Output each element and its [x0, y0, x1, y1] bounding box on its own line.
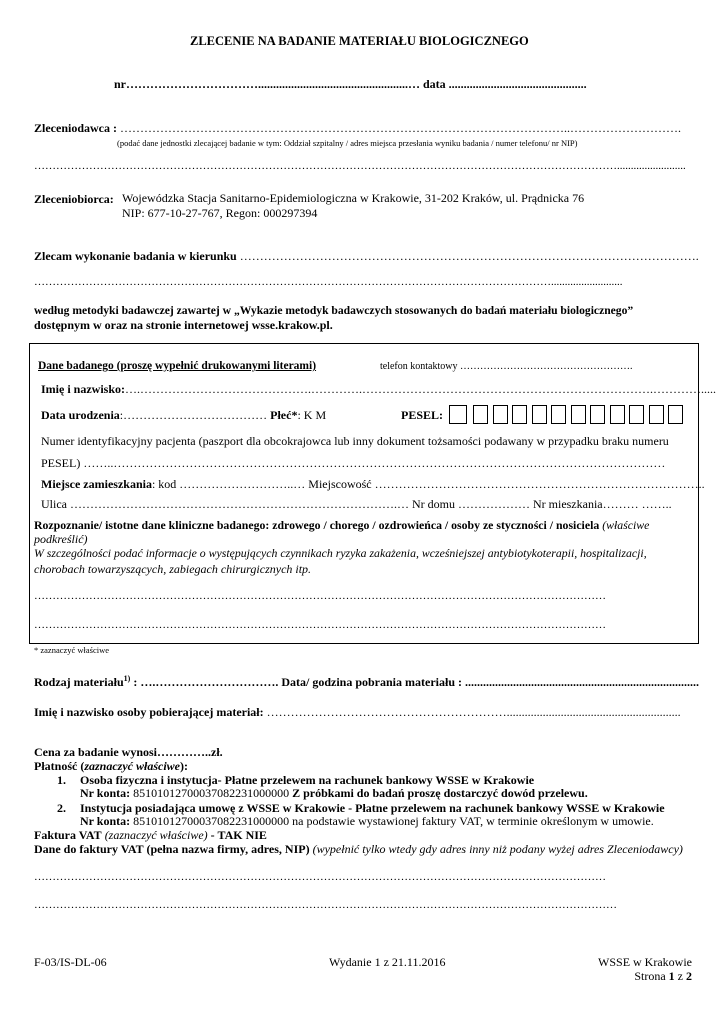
option-1-account: 85101012700037082231000000 [130, 786, 293, 800]
zleceniodawca-label: Zleceniodawca : [34, 121, 117, 135]
collector-field[interactable]: …………………………………………………….......................................................... [266, 705, 681, 719]
invoice-field-1[interactable]: ………………………………………………………………………………………………………………………………………… [34, 871, 606, 883]
pesel-digit-box[interactable] [590, 405, 605, 424]
option-1-account-label: Nr konta: [80, 786, 131, 800]
vat-row [34, 828, 267, 842]
pesel-boxes[interactable] [449, 405, 688, 424]
details-field-2[interactable]: ………………………………………………………………………………………………………………………………………… [34, 619, 606, 631]
sex-options[interactable]: : K M [297, 408, 327, 422]
pesel-digit-box[interactable] [532, 405, 547, 424]
zleceniodawca-field[interactable]: …………………………………………………………………………………………………..………………………. [120, 121, 681, 135]
kierunek-row [34, 249, 699, 263]
nr-data-field[interactable]: nr……………………………..................................................… data .............................................. [114, 77, 587, 91]
material-row [34, 674, 699, 689]
address-field[interactable]: : kod ………………………..… Miejscowość ……………………………………………………………………….. [151, 477, 705, 491]
address-row [41, 477, 705, 491]
dob-row [41, 408, 326, 422]
footer-page-num: 1 [668, 969, 675, 983]
dob-field[interactable]: :……………………………… [119, 408, 271, 422]
pesel-digit-box[interactable] [551, 405, 566, 424]
payment-hint: zaznaczyć właściwe [84, 759, 180, 773]
pesel-digit-box[interactable] [493, 405, 508, 424]
sex-label: Płeć* [270, 408, 298, 422]
payment-label-end: ): [180, 759, 188, 773]
pesel-digit-box[interactable] [629, 405, 644, 424]
footer-code: F-03/IS-DL-06 [34, 955, 107, 969]
patient-section-label: Dane badanego (proszę wypełnić drukowanymi literami) [38, 360, 317, 372]
name-label: Imię i nazwisko: [41, 382, 125, 396]
option-1-note: Z próbkami do badań proszę dostarczyć dowód przelewu. [292, 786, 588, 800]
footer-org: WSSE w Krakowie [598, 955, 692, 969]
footer-edition: Wydanie 1 z 21.11.2016 [329, 955, 446, 969]
invoice-label: Dane do faktury VAT (pełna nazwa firmy, adres, NIP) [34, 842, 310, 856]
pesel-digit-box[interactable] [610, 405, 625, 424]
metodyka-line-1: według metodyki badawczej zawartej w „Wykazie metodyk badawczych stosowanych do badań materiału biologicznego” [34, 304, 634, 317]
page-title: ZLECENIE NA BADANIE MATERIAŁU BIOLOGICZNEGO [190, 34, 529, 48]
option-2-account-label: Nr konta: [80, 814, 131, 828]
details-line-1: W szczególności podać informacje o występujących czynnikach ryzyka zakażenia, wcześniejszej antybiotykoterapii, hospitalizacji, [34, 546, 647, 560]
footer-page-total: 2 [686, 969, 692, 983]
collector-label: Imię i nazwisko osoby pobierającej materiał: [34, 705, 264, 719]
pesel-digit-box[interactable] [649, 405, 664, 424]
pesel-digit-box[interactable] [473, 405, 488, 424]
diagnosis-hint-2: podkreślić) [34, 532, 88, 546]
zleceniodawca-row [34, 121, 681, 135]
kierunek-field-2[interactable]: …………………………………………………………………………………………………………………………….......................... [34, 276, 623, 288]
pesel-label: PESEL: [401, 408, 444, 422]
zleceniobiorca-address: Wojewódzka Stacja Sanitarno-Epidemiologiczna w Krakowie, 31-202 Kraków, ul. Prądnicka 76 [122, 191, 585, 205]
pesel-digit-box[interactable] [668, 405, 683, 424]
footer-page-mid: z [674, 969, 686, 983]
zleceniobiorca-nip: NIP: 677-10-27-767, Regon: 000297394 [122, 206, 318, 220]
material-footnote-ref: 1) [123, 674, 131, 683]
name-row [41, 382, 716, 396]
pesel-digit-box[interactable] [449, 405, 467, 424]
footnote: * zaznaczyć właściwe [34, 645, 110, 655]
street-field[interactable]: Ulica ……………………………………………………………………….… Nr domu ……………… Nr mieszkania……… …….. [41, 497, 672, 511]
material-label: Rodzaj materiału [34, 675, 124, 689]
zleceniobiorca-label: Zleceniobiorca: [34, 192, 114, 206]
name-field[interactable]: ….…………………………………….………….……………………………………………………………….…………..... [125, 382, 716, 396]
option-1-account-row [80, 786, 588, 800]
option-2-account: 85101012700037082231000000 na podstawie wystawionej faktury VAT, w terminie określonym w umowie. [130, 814, 654, 828]
zleceniodawca-hint: (podać dane jednostki zlecającej badanie w tym: Oddział szpitalny / adres miejsca przesłania wyniku badania / numer telefonu/ nr NIP) [117, 138, 578, 148]
zleceniodawca-field-2[interactable]: ……………………………………………………………………………………………………………………………………………......................... [34, 160, 686, 172]
kierunek-label: Zlecam wykonanie badania w kierunku [34, 249, 237, 263]
option-1-title[interactable]: Osoba fizyczna i instytucja- Płatne przelewem na rachunek bankowy WSSE w Krakowie [80, 773, 535, 787]
option-2-account-row [80, 814, 654, 828]
kierunek-field[interactable]: ……………………………………………………………………………………………………. [239, 249, 699, 263]
invoice-row [34, 842, 683, 856]
collector-row [34, 705, 681, 719]
metodyka-line-2: dostępnym w oraz na stronie internetowej wsse.krakow.pl. [34, 318, 333, 332]
dob-label: Data urodzenia [41, 408, 120, 422]
phone-field[interactable]: telefon kontaktowy ……………………………………………. [380, 361, 633, 372]
footer-page [634, 969, 692, 983]
vat-hint: (zaznaczyć właściwe) [104, 828, 208, 842]
diagnosis-hint: (właściwe [602, 518, 650, 532]
address-label: Miejsce zamieszkania [41, 477, 152, 491]
pesel-digit-box[interactable] [512, 405, 527, 424]
price-field[interactable]: Cena za badanie wynosi…………..zł. [34, 745, 223, 759]
invoice-field-2[interactable]: …………………………………………………………………………………………………………………………………………… [34, 899, 617, 911]
vat-options[interactable]: - TAK NIE [207, 828, 267, 842]
payment-label-row [34, 759, 188, 773]
diagnosis-label[interactable]: Rozpoznanie/ istotne dane kliniczne badanego: zdrowego / chorego / ozdrowieńca / osoby ze styczności / nosiciela [34, 518, 600, 532]
material-field[interactable]: : ….…………………………. Data/ godzina pobrania materiału : .............................................................................. [130, 675, 699, 689]
diagnosis-row [34, 518, 649, 532]
footer-page-prefix: Strona [634, 969, 669, 983]
option-1-number: 1. [57, 773, 66, 787]
id-field[interactable]: PESEL) ……..………………………………………………………………………………………………………………………… [41, 456, 666, 470]
details-field-1[interactable]: ………………………………………………………………………………………………………………………………………… [34, 590, 606, 602]
payment-label: Płatność ( [34, 759, 85, 773]
vat-label: Faktura VAT [34, 828, 102, 842]
invoice-hint: (wypełnić tylko wtedy gdy adres inny niż podany wyżej adres Zleceniodawcy) [312, 842, 683, 856]
option-2-number: 2. [57, 801, 66, 815]
pesel-digit-box[interactable] [571, 405, 586, 424]
option-2-title[interactable]: Instytucja posiadająca umowę z WSSE w Krakowie - Płatne przelewem na rachunek bankowy WSSE w Krakowie [80, 801, 665, 815]
id-line-1: Numer identyfikacyjny pacjenta (paszport dla obcokrajowca lub inny dokument tożsamości podawany w przypadku braku numeru [41, 434, 669, 448]
details-line-2: chorobach towarzyszących, zabiegach chirurgicznych itp. [34, 562, 312, 576]
